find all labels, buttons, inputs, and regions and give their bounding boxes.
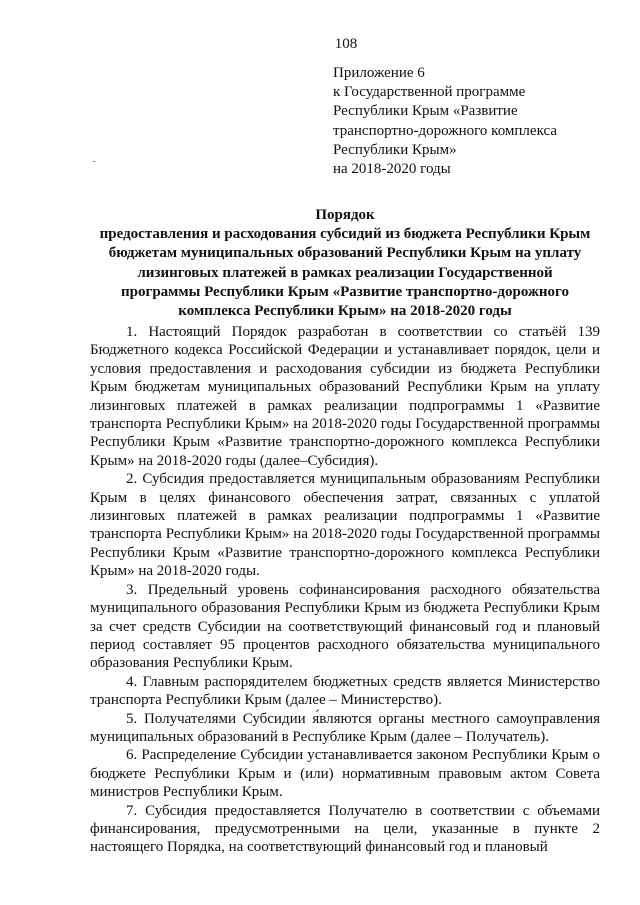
appendix-line: Приложение 6 <box>333 65 425 81</box>
appendix-line: на 2018-2020 годы <box>333 161 451 178</box>
title-line: лизинговых платежей в рамках реализации Государственной <box>137 264 553 281</box>
scan-speck <box>93 161 95 162</box>
paragraph-3: 3. Предельный уровень софинансирования расходного обязательства муниципального образования Республики Крым из бюджета Республики Крым за счет средств Субсидии на соответствующий финансовый год и плановый период составляет 95 процентов расходного обязательства муниципального образования Республики Крым. <box>90 581 600 672</box>
appendix-line: Республики Крым «Развитие <box>333 103 518 120</box>
title-line: Порядок <box>315 207 375 223</box>
paragraph-5: 5. Получателями Субсидии я́вляются органы местного самоуправления муниципальных образований в Республике Крым (далее – Получатель). <box>90 710 600 745</box>
title-line: бюджетам муниципальных образований Республики Крым на уплату <box>108 245 582 262</box>
paragraph-6: 6. Распределение Субсидии устанавливается законом Республики Крым о бюджете Республики Крым и (или) нормативным правовым актом Совета министров Республики Крым. <box>90 747 600 801</box>
paragraph-2: 2. Субсидия предоставляется муниципальным образованиям Республики Крым в целях финансового обеспечения затрат, связанных с уплатой лизинговых платежей в рамках реализации подпрограммы 1 «Развитие транспорта Республики Крым» на 2018-2020 годы Государственной программы Республики Крым «Развитие транспортно-дорожного комплекса Республики Крым» на 2018-2020 годы. <box>90 471 600 580</box>
appendix-line: Республики Крым» <box>333 141 457 158</box>
appendix-reference <box>333 64 613 179</box>
document-title <box>90 206 600 321</box>
document-body <box>90 323 600 857</box>
paragraph-7: 7. Субсидия предоставляется Получателю в соответствии с объемами финансирования, предусмотренными на цели, указанные в пункте 2 настоящего Порядка, на соответствующий финансовый год и плановый <box>90 802 600 856</box>
title-line: комплекса Республики Крым» на 2018-2020 годы <box>178 303 512 320</box>
paragraph-4: 4. Главным распорядителем бюджетных средств является Министерство транспорта Республики Крым (далее – Министерство). <box>90 673 600 709</box>
title-line: программы Республики Крым «Развитие транспортно-дорожного <box>121 283 569 300</box>
appendix-line: транспортно-дорожного комплекса <box>333 122 557 139</box>
title-line: предоставления и расходования субсидий из бюджета Республики Крым <box>99 226 591 243</box>
paragraph-1: 1. Настоящий Порядок разработан в соответствии со статьёй 139 Бюджетного кодекса Российской Федерации и устанавливает порядок, цели и условия предоставления и расходования субсидии из бюджета Республики Крым бюджетам муниципальных образований Республики Крым на уплату лизинговых платежей в рамках реализации подпрограммы 1 «Развитие транспорта Республики Крым» на 2018-2020 годы Государственной программы Республики Крым «Развитие транспортно-дорожного комплекса Республики Крым» на 2018-2020 годы (далее–Субсидия). <box>90 324 600 469</box>
page-number: 108 <box>334 36 358 52</box>
appendix-line: к Государственной программе <box>333 84 526 101</box>
